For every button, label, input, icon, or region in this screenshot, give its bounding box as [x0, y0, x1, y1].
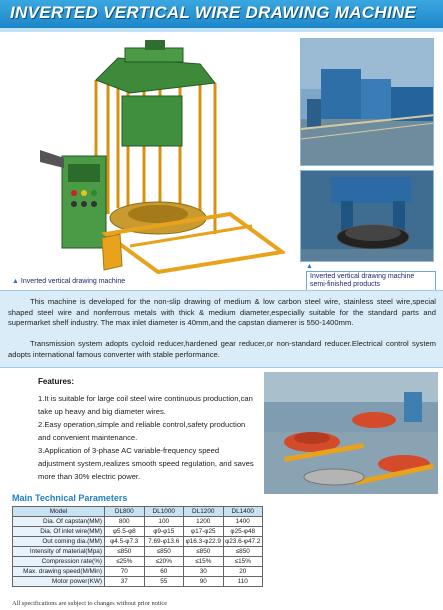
table-cell: φ16.3-φ22.9: [184, 537, 224, 547]
main-photo-caption: [12, 278, 125, 286]
machine-illustration: [10, 38, 285, 274]
table-cell: 37: [105, 577, 145, 587]
table-cell: 90: [184, 577, 224, 587]
triangle-bullet-icon: ▲: [306, 263, 313, 270]
parameters-table: [12, 506, 262, 587]
triangle-bullet-icon: ▲: [12, 278, 19, 285]
header-divider: [0, 28, 443, 32]
table-row: [13, 517, 263, 527]
table-cell: φ9-φ15: [144, 527, 184, 537]
table-row: [13, 527, 263, 537]
table-row: [13, 547, 263, 557]
description-paragraph-1: This machine is developed for the non-slip drawing of medium & low carbon steel wire, stainless steel wire,special shaped steel wire and nonferrous metals with thick & medium diameter,especially suitable for the standard parts and supermarket shelf industry. The max inlet diameter is 40mm,and the capstan diamerer is 550-1400mm.: [8, 297, 436, 328]
table-row: [13, 567, 263, 577]
main-photo-caption-text: Inverted vertical drawing machine: [20, 278, 126, 285]
column-header: Model: [13, 507, 105, 517]
row-label: Motor power(KW): [13, 577, 105, 587]
feature-item: 3.Application of 3-phase AC variable-frequency speed adjustment system,realizes smooth speed regulation, and saves more than 30% electric power.: [38, 446, 254, 481]
row-label: Dia. Of inlet wire(MM): [13, 527, 105, 537]
feature-item: 2.Easy operation,simple and reliable control,safety production and convenient maintenance.: [38, 420, 246, 442]
machine-photo: [10, 38, 285, 274]
factory-line-photo: [300, 38, 434, 166]
factory-floor-illustration: [264, 372, 438, 494]
table-cell: ≤850: [184, 547, 224, 557]
table-cell: φ23.6-φ47.2: [223, 537, 263, 547]
table-cell: 30: [184, 567, 224, 577]
table-cell: 7.69-φ13.6: [144, 537, 184, 547]
page-header: [0, 0, 443, 28]
row-label: Dia. Of capstan(MM): [13, 517, 105, 527]
wire-coil-product-photo: [300, 170, 434, 262]
description-band: [0, 290, 443, 368]
column-header: DL1000: [144, 507, 184, 517]
table-cell: φ4.5-φ7.3: [105, 537, 145, 547]
table-cell: φ17-φ25: [184, 527, 224, 537]
table-cell: ≤850: [144, 547, 184, 557]
table-row: [13, 577, 263, 587]
right-photo-caption: [306, 263, 436, 291]
wire-coil-illustration: [301, 171, 434, 262]
row-label: Out coming dia.(MM): [13, 537, 105, 547]
table-cell: ≤15%: [223, 557, 263, 567]
table-cell: 60: [144, 567, 184, 577]
table-cell: 1200: [184, 517, 224, 527]
table-row: [13, 557, 263, 567]
column-header: DL1200: [184, 507, 224, 517]
features-title: Features:: [38, 377, 75, 386]
table-cell: ≤850: [223, 547, 263, 557]
table-title: Main Technical Parameters: [12, 493, 128, 503]
right-photo-caption-text: Inverted vertical drawing machine semi-finished products: [306, 271, 436, 291]
table-cell: φ25-φ48: [223, 527, 263, 537]
table-cell: ≤850: [105, 547, 145, 557]
table-cell: 70: [105, 567, 145, 577]
page-title: INVERTED VERTICAL WIRE DRAWING MACHINE: [10, 3, 417, 22]
row-label: Compression rate(%): [13, 557, 105, 567]
table-header-row: [13, 507, 263, 517]
column-header: DL1400: [223, 507, 263, 517]
feature-item: 1.It is suitable for large coil steel wire continuous production,can take up heavy and big diameter wires.: [38, 394, 253, 416]
row-label: Intensity of material(Mpa): [13, 547, 105, 557]
description-paragraph-2: Transmission system adopts cycloid reducer,hardened gear reducer,or non-standard reducer.Electrical control system adopts international famous converter with stable performance.: [8, 339, 436, 359]
table-cell: ≤25%: [105, 557, 145, 567]
factory-line-illustration: [301, 39, 434, 166]
table-row: [13, 537, 263, 547]
table-cell: φ5.5-φ8: [105, 527, 145, 537]
column-header: DL800: [105, 507, 145, 517]
table-cell: 55: [144, 577, 184, 587]
table-cell: ≤20%: [144, 557, 184, 567]
table-cell: 100: [144, 517, 184, 527]
row-label: Max. drawing speed(M/Min): [13, 567, 105, 577]
footnote: All specifications are subject to changes without prior notice: [12, 600, 168, 607]
table-cell: 110: [223, 577, 263, 587]
table-cell: 1400: [223, 517, 263, 527]
table-cell: 800: [105, 517, 145, 527]
table-cell: ≤15%: [184, 557, 224, 567]
factory-floor-photo: [264, 372, 438, 494]
table-cell: 20: [223, 567, 263, 577]
